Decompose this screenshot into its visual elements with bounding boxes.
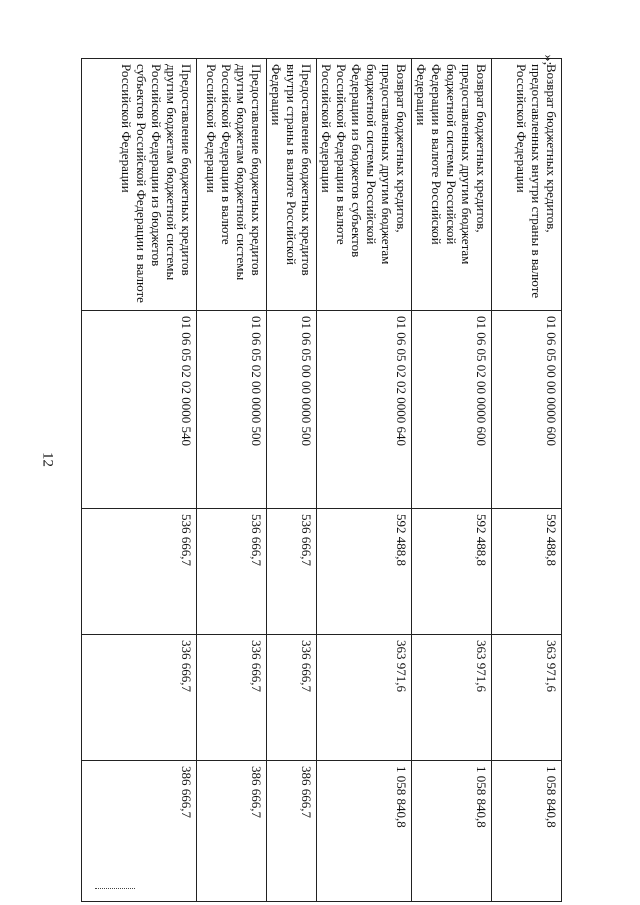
closing-quote-mark: »; xyxy=(540,54,556,66)
row-code: 01 06 05 00 00 0000 500 xyxy=(267,311,317,509)
scan-edge-line xyxy=(95,888,135,889)
row-value-2: 336 666,7 xyxy=(197,635,267,761)
row-code: 01 06 05 00 00 0000 600 xyxy=(492,311,562,509)
row-code: 01 06 05 02 02 0000 640 xyxy=(317,311,412,509)
row-name: Возврат бюджетных кредитов, предоставленных другим бюджетам бюджетной системы Российской Федерации в валюте Российской Федерации xyxy=(412,59,492,311)
row-value-3: 386 666,7 xyxy=(197,761,267,902)
row-value-2: 363 971,6 xyxy=(412,635,492,761)
table-row xyxy=(267,59,317,902)
budget-sources-table xyxy=(81,58,562,902)
row-value-1: 592 488,8 xyxy=(412,509,492,635)
row-value-3: 386 666,7 xyxy=(82,761,197,902)
row-value-1: 592 488,8 xyxy=(317,509,412,635)
row-name: Возврат бюджетных кредитов, предоставленных внутри страны в валюте Российской Федерации xyxy=(492,59,562,311)
table-row xyxy=(492,59,562,902)
row-value-1: 592 488,8 xyxy=(492,509,562,635)
row-value-3: 1 058 840,8 xyxy=(492,761,562,902)
rotated-table-wrapper xyxy=(108,58,562,901)
row-code: 01 06 05 02 02 0000 540 xyxy=(82,311,197,509)
table-row xyxy=(197,59,267,902)
row-value-1: 536 666,7 xyxy=(267,509,317,635)
row-value-3: 1 058 840,8 xyxy=(412,761,492,902)
row-value-2: 336 666,7 xyxy=(82,635,197,761)
table-row xyxy=(82,59,197,902)
row-name: Предоставление бюджетных кредитов внутри страны в валюте Российской Федерации xyxy=(267,59,317,311)
row-value-3: 1 058 840,8 xyxy=(317,761,412,902)
row-name: Предоставление бюджетных кредитов другим бюджетам бюджетной системы Российской Федерации из бюджетов субъектов Российской Федерации в валюте Российской Федерации xyxy=(82,59,197,311)
row-value-1: 536 666,7 xyxy=(197,509,267,635)
row-value-1: 536 666,7 xyxy=(82,509,197,635)
row-name: Предоставление бюджетных кредитов другим бюджетам бюджетной системы Российской Федерации в валюте Российской Федерации xyxy=(197,59,267,311)
row-value-3: 386 666,7 xyxy=(267,761,317,902)
row-name: Возврат бюджетных кредитов, предоставленных другим бюджетам бюджетной системы Российской Федерации из бюджетов субъектов Российской Федерации в валюте Российской Федерации xyxy=(317,59,412,311)
table-row xyxy=(317,59,412,902)
row-code: 01 06 05 02 00 0000 500 xyxy=(197,311,267,509)
row-code: 01 06 05 02 00 0000 600 xyxy=(412,311,492,509)
row-value-2: 363 971,6 xyxy=(492,635,562,761)
row-value-2: 336 666,7 xyxy=(267,635,317,761)
page-number: 12 xyxy=(39,452,56,467)
table-row xyxy=(412,59,492,902)
row-value-2: 363 971,6 xyxy=(317,635,412,761)
